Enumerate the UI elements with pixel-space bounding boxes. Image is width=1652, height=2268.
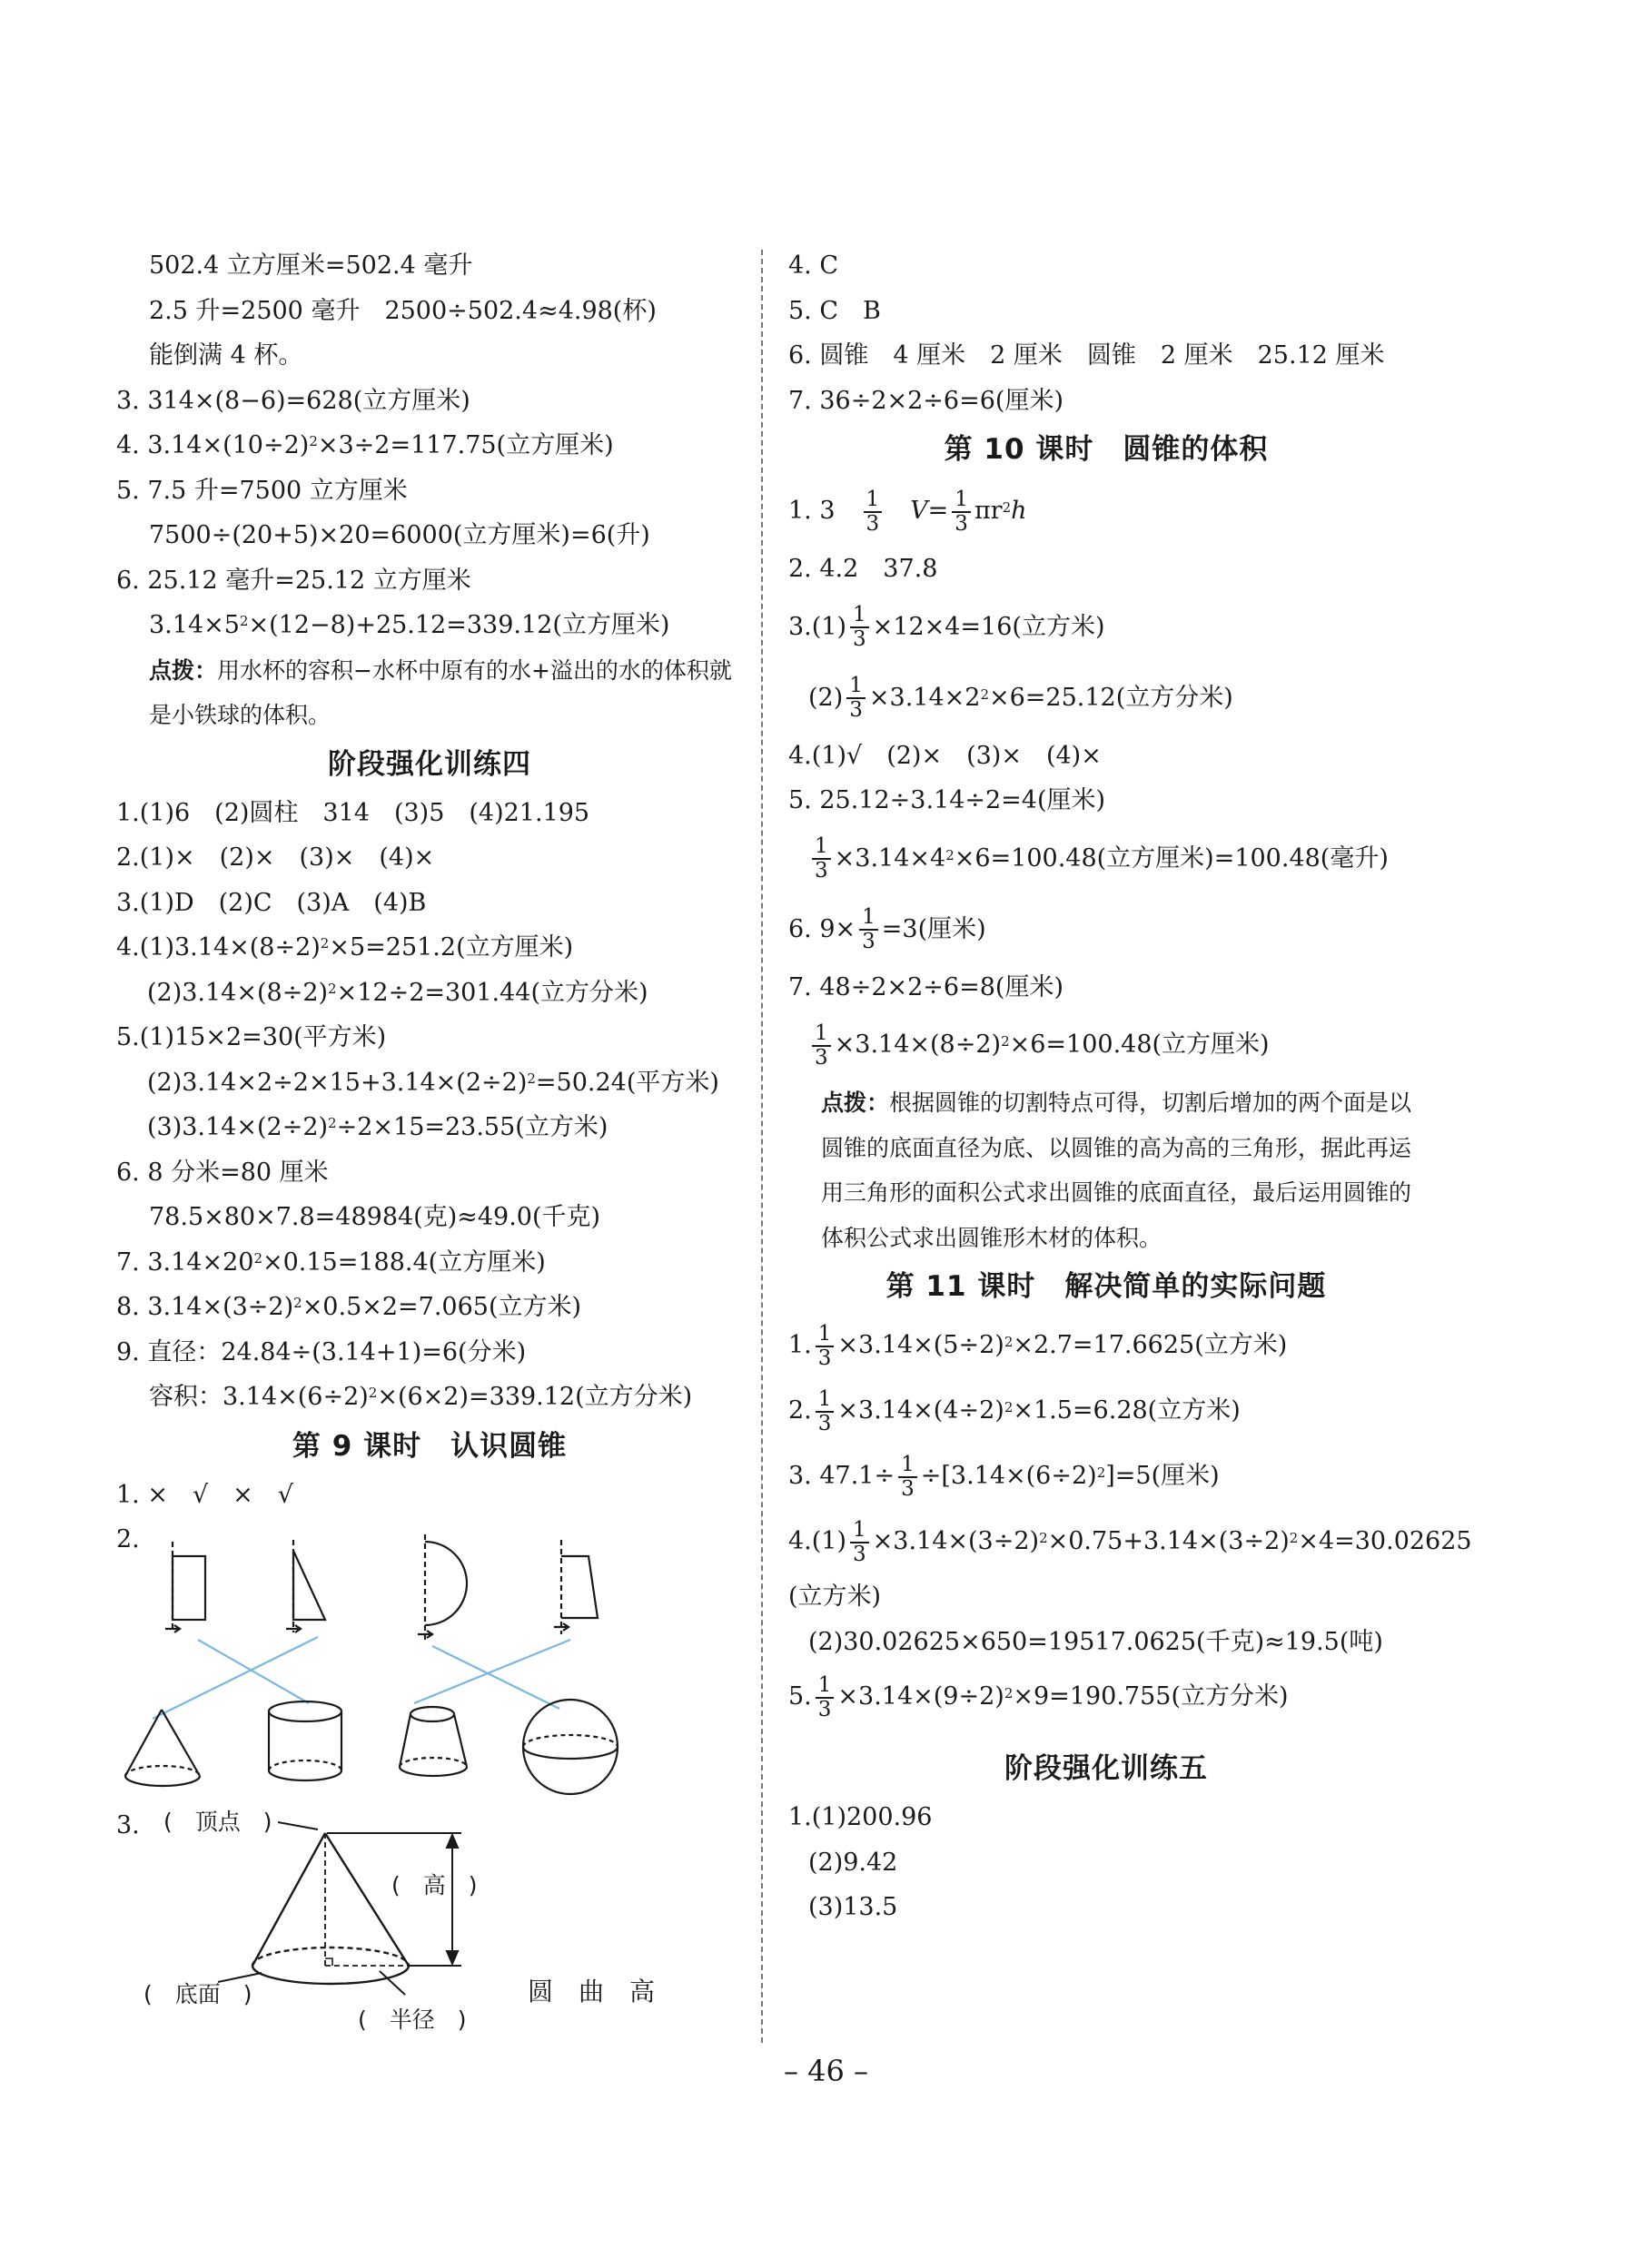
rotation-matching-figure (116, 1524, 661, 1796)
text-line: 6. 25.12 毫升=25.12 立方厘米 (116, 566, 471, 595)
text-line: 3. 314×(8−6)=628(立方厘米) (116, 386, 470, 415)
text-line: 1. $\frac{1}{3}$ $\times 3.14\times(5\div 2)^2\times 2.7=17.6625$(立方米) (788, 1321, 1288, 1370)
text-line: $4.(1)3.14\times(8\div 2)^2\times 5=251.2$(立方厘米) (116, 933, 574, 961)
text-line: $(3)3.14\times(2\div 2)^2\div 2\times 15=23.55$(立方米) (147, 1113, 608, 1141)
fraction: $\frac{1}{3}$ (850, 1519, 869, 1566)
text-line: 容积：$3.14\times(6\div 2)^2\times(6\times 2)=339.12$(立方分米) (149, 1383, 693, 1411)
section-heading: 阶段强化训练五 (1004, 1752, 1208, 1785)
text-line: 9. 直径：24.84÷(3.14+1)=6(分米) (116, 1337, 527, 1366)
text-line: 5. 7.5 升=7500 立方厘米 (116, 476, 408, 505)
text-line: 1. 3 $\frac{1}{3}$ V= $\frac{1}{3}$ $\pi r^2h$ (788, 487, 1027, 536)
text-line: 4. C (788, 251, 839, 280)
text-line: $\frac{1}{3}$ $\times 3.14\times(8\div 2)^2\times 6=100.48$(立方厘米) (788, 1010, 1424, 1080)
text-line: 3.(1) $\frac{1}{3}$ ×12×4=16(立方米) (788, 603, 1105, 651)
text-line: 1.(1)200.96 (788, 1803, 933, 1831)
text-line: 1. × √ × √ (116, 1480, 293, 1509)
label-height: ( 高 ) (391, 1872, 478, 1898)
text-line: 7. $3.14\times 20^2\times 0.15=188.4$(立方厘米) (116, 1247, 546, 1277)
text-line: 4. $3.14\times(10\div 2)^2\times 3\div 2=117.75$(立方厘米) (116, 431, 614, 459)
text-line: 2.5 升=2500 毫升 2500÷502.4≈4.98(杯) (149, 296, 657, 325)
text-line: 6. 9× $\frac{1}{3}$ =3(厘米) (788, 905, 986, 953)
text-line: 7. 48÷2×2÷6=8(厘米) (788, 972, 1063, 1001)
cone-solid (125, 1710, 200, 1786)
text-line: 5.(1)15×2=30(平方米) (116, 1023, 387, 1051)
semicircle-shape (418, 1534, 467, 1642)
fraction: $\frac{1}{3}$ (859, 906, 878, 953)
text-line: 3.(1)D (2)C (3)A (4)B (116, 888, 427, 917)
text-line: 2. (116, 1525, 140, 1553)
answer-words: 圆 曲 高 (528, 1977, 656, 2007)
frustum-solid (400, 1707, 467, 1776)
fraction: $\frac{1}{3}$ (952, 488, 971, 536)
text-line: (立方米) (788, 1583, 882, 1611)
text-line: $\frac{1}{3}$ $\times 3.14\times 4^2\times 6=100.48$(立方厘米)=100.48(毫升) (788, 823, 1424, 894)
sphere-solid (523, 1700, 618, 1794)
text-line: 6. 圆锥 4 厘米 2 厘米 圆锥 2 厘米 25.12 厘米 (788, 341, 1385, 370)
label-vertex: ( 顶点 ) (163, 1809, 272, 1835)
text-line: 2. $\frac{1}{3}$ $\times 3.14\times(4\div 2)^2\times 1.5=6.28$(立方米) (788, 1386, 1241, 1435)
label-radius: ( 半径 ) (358, 2007, 467, 2033)
labeled-cone-figure (116, 1802, 697, 2047)
tip-block: 点拨：根据圆锥的切割特点可得，切割后增加的两个面是以圆锥的底面直径为底、以圆锥的高为高的三角形，据此再运用三角形的面积公式求出圆锥的底面直径，最后运用圆锥的体积公式求出圆锥形木材的体积。 (821, 1090, 1412, 1251)
fraction: $\frac{1}{3}$ (846, 675, 866, 722)
text-line: $(2)3.14\times(8\div 2)^2\times 12\div 2=301.44$(立方分米) (147, 978, 648, 1007)
section-heading: 第 9 课时 认识圆锥 (292, 1429, 568, 1463)
page-number: – 46 – (783, 2054, 869, 2088)
fraction: $\frac{1}{3}$ (816, 1388, 835, 1435)
right-column (788, 243, 1472, 1930)
rectangle-shape (165, 1542, 205, 1632)
text-line: (3)13.5 (808, 1893, 898, 1921)
fraction: $\frac{1}{3}$ (812, 1022, 831, 1070)
trapezoid-shape (554, 1540, 598, 1634)
text-line: 2. 4.2 37.8 (788, 555, 938, 583)
text-line: (2)30.02625×650=19517.0625(千克)≈19.5(吨) (808, 1627, 1383, 1656)
text-line: $(2)3.14\times 2\div 2\times 15+3.14\times(2\div 2)^2=50.24$(平方米) (147, 1068, 719, 1097)
text-line: (2)9.42 (808, 1848, 898, 1877)
cylinder-solid (269, 1701, 341, 1780)
text-line: 4.(1)√ (2)× (3)× (4)× (788, 741, 1102, 770)
fraction: $\frac{1}{3}$ (812, 835, 831, 883)
section-heading: 阶段强化训练四 (328, 747, 531, 781)
text-line: 7500÷(20+5)×20=6000(立方厘米)=6(升) (149, 521, 650, 549)
text-line: 5. C B (788, 296, 881, 325)
height-arrow (327, 1833, 461, 1966)
text-line: 8. $3.14\times(3\div 2)^2\times 0.5\times 2=7.065$(立方米) (116, 1293, 582, 1321)
fraction: $\frac{1}{3}$ (850, 604, 869, 651)
fraction: $\frac{1}{3}$ (816, 1323, 835, 1370)
question-number: 3. (116, 1811, 140, 1839)
text-line: 1.(1)6 (2)圆柱 314 (3)5 (4)21.195 (116, 798, 590, 827)
text-line: (2) $\frac{1}{3}$ $\times 3.14\times 2^2\times 6=25.12$(立方分米) (808, 674, 1233, 722)
left-column (116, 243, 743, 1563)
text-line: 2.(1)× (2)× (3)× (4)× (116, 843, 435, 872)
label-base: ( 底面 ) (143, 1981, 252, 2007)
tip-block: 点拨：用水杯的容积−水杯中原有的水+溢出的水的体积就是小铁球的体积。 (149, 656, 732, 728)
fraction: $\frac{1}{3}$ (864, 488, 883, 536)
text-line: 7. 36÷2×2÷6=6(厘米) (788, 386, 1063, 415)
text-line: 6. 8 分米=80 厘米 (116, 1158, 329, 1187)
triangle-shape (286, 1540, 325, 1632)
text-line: 5. $\frac{1}{3}$ $\times 3.14\times(9\div 2)^2\times 9=190.755$(立方分米) (788, 1672, 1289, 1721)
text-line: 78.5×80×7.8=48984(克)≈49.0(千克) (149, 1203, 601, 1231)
text-line: 3. 47.1÷ $\frac{1}{3}$ $\div[3.14\times(6\div 2)^2]=5$(厘米) (788, 1452, 1220, 1501)
matching-lines (153, 1637, 570, 1719)
column-divider (761, 250, 763, 2043)
section-heading: 第 11 课时 解决简单的实际问题 (885, 1270, 1327, 1303)
text-line: 能倒满 4 杯。 (149, 341, 303, 370)
text-line: 502.4 立方厘米=502.4 毫升 (149, 251, 473, 280)
fraction: $\frac{1}{3}$ (898, 1454, 917, 1501)
text-line: 5. 25.12÷3.14÷2=4(厘米) (788, 786, 1106, 814)
text-line: 4.(1) $\frac{1}{3}$ $\times 3.14\times(3\div 2)^2\times 0.75+3.14\times(3\div 2)^2\times 4=30.02625$ (788, 1517, 1472, 1566)
text-line: $3.14\times 5^2\times(12-8)+25.12=339.12$(立方厘米) (149, 611, 670, 639)
fraction: $\frac{1}{3}$ (816, 1674, 835, 1721)
section-heading: 第 10 课时 圆锥的体积 (944, 433, 1269, 466)
cone-drawing (252, 1833, 409, 1984)
